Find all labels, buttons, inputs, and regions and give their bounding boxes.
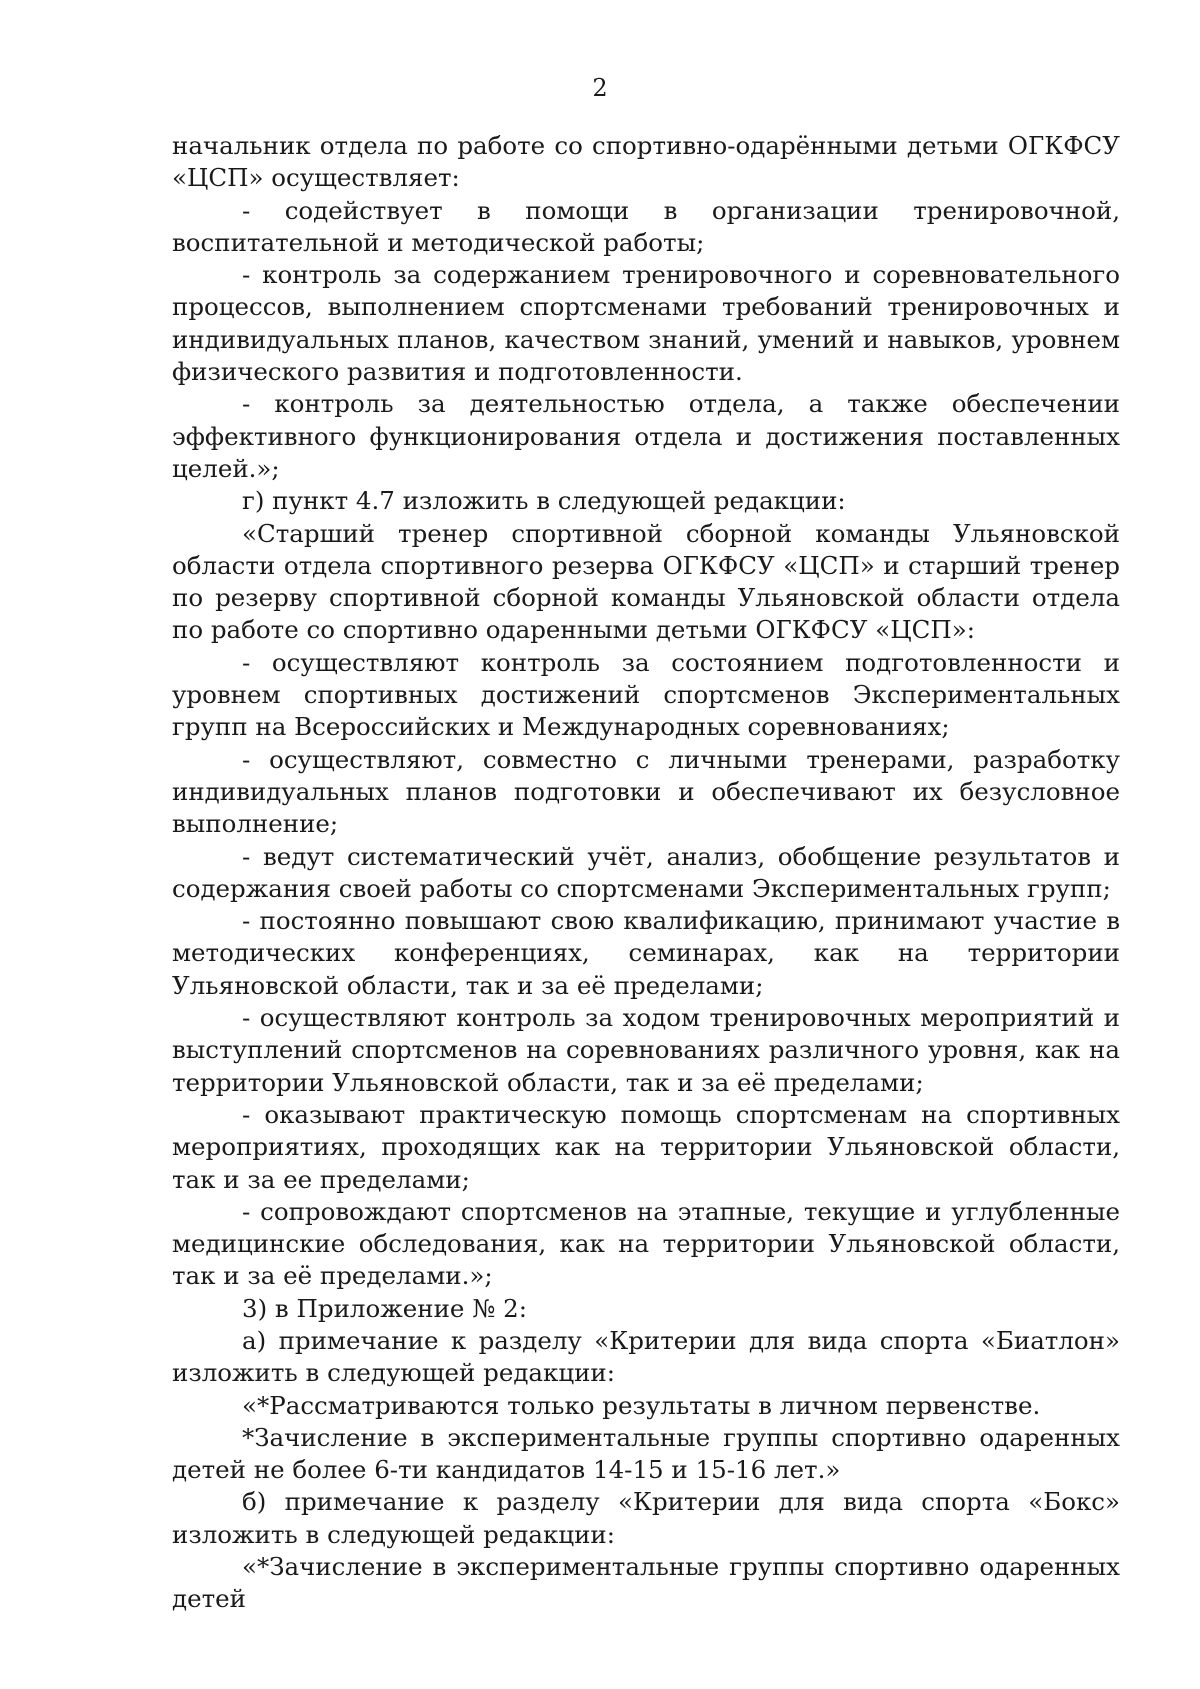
paragraph: б) примечание к разделу «Критерии для вида спорта «Бокс» изложить в следующей редакции:: [172, 1487, 1120, 1549]
paragraph: - контроль за деятельностью отдела, а также обеспечении эффективного функционирования отдела и достижения поставленных целей.»;: [172, 389, 1120, 483]
paragraph: 3) в Приложение № 2:: [242, 1293, 528, 1323]
paragraph: «*Рассматриваются только результаты в личном первенстве.: [242, 1390, 1041, 1420]
page-number: 2: [592, 74, 608, 102]
paragraph: г) пункт 4.7 изложить в следующей редакции:: [242, 486, 846, 516]
paragraph: *Зачисление в экспериментальные группы спортивно одаренных детей не более 6-ти кандидатов 14-15 и 15-16 лет.»: [172, 1422, 1120, 1485]
paragraph: - ведут систематический учёт, анализ, обобщение результатов и содержания своей работы со спортсменами Экспериментальных групп;: [172, 841, 1120, 903]
paragraph: - оказывают практическую помощь спортсменам на спортивных мероприятиях, проходящих как на территории Ульяновской области, так и за ее пределами;: [172, 1099, 1120, 1194]
paragraph: «Старший тренер спортивной сборной команды Ульяновской области отдела спортивного резерва ОГКФСУ «ЦСП» и старший тренер по резерву спортивной сборной команды Ульяновской области отдела по работе со спортивно одаренными детьми ОГКФСУ «ЦСП»:: [172, 518, 1120, 645]
paragraph: «*Зачисление в экспериментальные группы спортивно одаренных детей: [172, 1552, 1120, 1614]
paragraph: а) примечание к разделу «Критерии для вида спорта «Биатлон» изложить в следующей редакции:: [172, 1325, 1120, 1388]
paragraph: - сопровождают спортсменов на этапные, текущие и углубленные медицинские обследования, как на территории Ульяновской области, так и за её пределами.»;: [172, 1196, 1120, 1291]
paragraph: - постоянно повышают свою квалификацию, принимают участие в методических конференциях, семинарах, как на территории Ульяновской области, так и за её пределами;: [172, 906, 1120, 1000]
paragraph: - осуществляют, совместно с личными тренерами, разработку индивидуальных планов подготовки и обеспечивают их безусловное выполнение;: [172, 744, 1120, 839]
paragraph: - осуществляют контроль за ходом тренировочных мероприятий и выступлений спортсменов на соревнованиях различного уровня, как на территории Ульяновской области, так и за её пределами;: [172, 1003, 1120, 1097]
document-body: [172, 130, 1120, 1616]
paragraph: - контроль за содержанием тренировочного и соревновательного процессов, выполнением спортсменами требований тренировочных и индивидуальных планов, качеством знаний, умений и навыков, уровнем физического развития и подготовленности.: [172, 260, 1120, 387]
paragraph: - содействует в помощи в организации тренировочной, воспитательной и методической работы;: [172, 195, 1120, 257]
paragraph: начальник отдела по работе со спортивно-одарёнными детьми ОГКФСУ «ЦСП» осуществляет:: [172, 131, 1120, 193]
paragraph: - осуществляют контроль за состоянием подготовленности и уровнем спортивных достижений спортсменов Экспериментальных групп на Всероссийских и Международных соревнованиях;: [172, 647, 1120, 742]
